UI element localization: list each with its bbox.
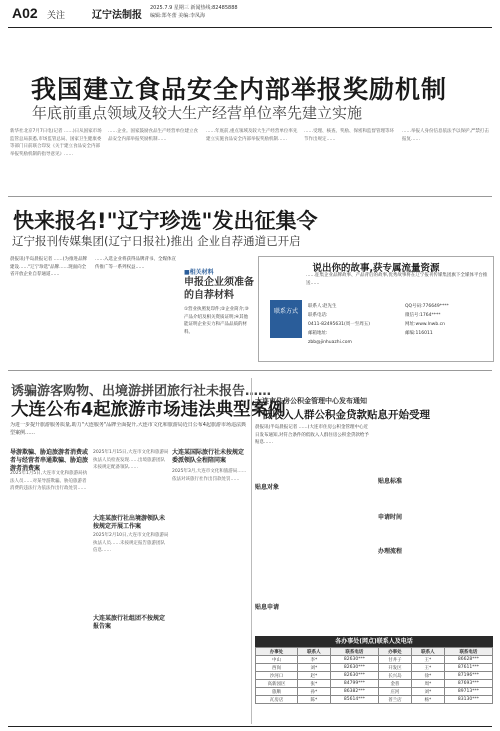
lead-headline: 我国建立食品安全内部举报奖励机制	[31, 75, 448, 104]
feature-headline: 快来报名!"辽宁珍选"发出征集令	[13, 209, 318, 233]
contact-phone[interactable]: 0411-82495631(周一至周五)	[308, 322, 370, 327]
contact-left	[308, 302, 398, 347]
contact-web[interactable]: 网址:www.lnwb.cn	[405, 322, 445, 327]
table-cell: 周*	[411, 680, 444, 688]
contact-qq: QQ号码:776649****	[405, 304, 449, 309]
page-header	[0, 0, 500, 28]
loan-sub-2: 贴息申请	[255, 604, 280, 611]
header-editor-line: 编辑:郑冬蕾 美编:李凤海	[150, 13, 205, 19]
case4-body: 2025年3月,大连市文化和旅游局……依法对该旅行社作出罚款处罚……	[172, 469, 247, 482]
page-number: A02	[12, 5, 38, 21]
case3-body-a: 2025年2月10日,大连市文化和旅游局执法人员……未按规定报告旅游团队信息……	[93, 533, 169, 553]
table-cell: 李*	[297, 656, 330, 664]
table-cell: 金普	[378, 680, 411, 688]
section-divider	[8, 196, 492, 197]
contact-right	[405, 302, 491, 338]
contact-badge: 联系方式	[270, 300, 302, 338]
table-cell: 西岗	[256, 664, 298, 672]
table-row	[256, 680, 493, 688]
loan-kicker: 大连市住房公积金管理中心发布通知	[255, 397, 367, 405]
tourism-headline: 大连公布4起旅游市场违法典型案例	[11, 400, 286, 420]
table-cell: 82630***	[330, 656, 378, 664]
table-row	[256, 664, 493, 672]
table-cell: 中山	[256, 656, 298, 664]
story-box-title: 说出你的故事,获专属流量资源	[312, 263, 440, 274]
case3-title: 大连某旅行社组团不按规定报告案	[93, 615, 166, 630]
sidebox-body: ①营业执照复印件;②企业简介;③产品介绍及相关资质证明;④其他能证明企业实力和产品品质的材料。	[184, 307, 249, 335]
table-cell: 高新园区	[256, 680, 298, 688]
table-cell: 杨*	[411, 696, 444, 704]
lead-column-4: ……受理、核查、奖励、保密和监督管理等环节作出规定……	[304, 129, 394, 142]
table-row	[256, 656, 493, 664]
table-cell: 庄河	[378, 688, 411, 696]
table-cell: 沙河口	[256, 672, 298, 680]
table-cell: 82630***	[330, 664, 378, 672]
contact-postcode: 邮编:116011	[405, 331, 433, 336]
table-cell: 85614***	[330, 696, 378, 704]
table-cell: 瓦房店	[256, 696, 298, 704]
contacts-table-header	[256, 648, 493, 656]
header-meta	[150, 4, 238, 20]
feature-body-right: ……入选企业将获得品牌背书、全媒体宣传推广等一系列权益……	[95, 257, 176, 270]
table-cell: 赵*	[297, 672, 330, 680]
table-cell: 86628***	[444, 656, 492, 664]
lead-subheadline: 年底前重点领域及较大生产经营单位率先建立实施	[32, 104, 363, 122]
contacts-table	[255, 647, 493, 704]
col-header: 联系电话	[444, 648, 492, 656]
header-rule	[8, 27, 492, 29]
table-cell: 张*	[297, 680, 330, 688]
tourism-intro: 为进一步提升旅游服务质量,助力"大连服务"品牌全面提升,大连市文化和旅游局近日公布4起旅游市场违法典型案例……	[10, 422, 246, 436]
col-header: 办事处	[256, 648, 298, 656]
contact-email-label: 邮箱地址:	[308, 331, 328, 336]
lead-column-2: ……企业。国家鼓励食品生产经营单位建立食品安全内部举报奖励机制……	[108, 129, 198, 142]
newspaper-logo: 辽宁法制报	[92, 10, 142, 21]
table-row	[256, 672, 493, 680]
table-cell: 84799***	[330, 680, 378, 688]
lead-column-3: ……年底前,重点领域及较大生产经营单位率先建立实施食品安全内部举报奖励机制……	[206, 129, 298, 142]
column-rule	[251, 378, 252, 724]
loan-body-right	[378, 424, 492, 472]
lead-column-1: 新华社北京7月7日电(记者 ……)日从国家市场监管总局获悉,市场监管总局、国家卫生健康委等部门日前联合印发《关于建立食品安全内部举报奖励机制的指导意见》……	[10, 129, 102, 157]
loan-sub-3: 贴息标准	[378, 478, 403, 485]
table-cell: 长兴岛	[378, 672, 411, 680]
table-cell: 陈*	[297, 696, 330, 704]
story-box-body: ……征集企业品牌故事、产品背后的故事,优秀故事将在辽宁报刊传媒集团旗下全媒体平台推送……	[306, 273, 488, 286]
table-cell: 87196***	[444, 672, 492, 680]
contact-email[interactable]: zbb@jinhuazhi.com	[308, 340, 352, 345]
table-cell: 王*	[411, 656, 444, 664]
contacts-table-title: 各办事处(网点)联系人及电话	[255, 636, 493, 647]
table-cell: 87693***	[444, 680, 492, 688]
footer-rule	[8, 726, 492, 727]
loan-sub-1: 贴息对象	[255, 484, 280, 491]
contact-name: 联系人:赵先生	[308, 304, 337, 309]
section-divider-2	[8, 370, 492, 371]
table-cell: 86382***	[330, 688, 378, 696]
loan-sub-5: 办理流程	[378, 548, 403, 555]
case1-body: 2025年1月5日,大连市文化和旅游局执法人员……对某导游欺骗、胁迫旅游者消费的违法行为依法作出行政处罚……	[10, 471, 88, 491]
case2-body: 2025年1月15日,大连市文化和旅游局执法人员检查发现……出境旅游团队未按规定配备领队……	[93, 450, 169, 470]
case4-title: 大连某国际旅行社未按规定委派领队全程陪同案	[172, 449, 245, 464]
sidebox-title	[184, 276, 254, 302]
table-cell: 孙*	[297, 688, 330, 696]
case1-title: 导游欺骗、胁迫旅游者消费或者与经营者串通欺骗、胁迫旅游者消费案	[10, 449, 89, 472]
lead-column-5: ……举报人身份信息依法予以保护,严禁打击报复……	[402, 129, 489, 142]
loan-sub-4: 申请时间	[378, 514, 403, 521]
table-cell: 旅顺	[256, 688, 298, 696]
table-cell: 82630***	[330, 672, 378, 680]
loan-body: 晨报讯(半岛晨报记者 ……)大连市住房公积金管理中心近日发布通知,对符合条件的低收入人群住房公积金贷款给予贴息……	[255, 425, 369, 445]
table-cell: 王*	[411, 664, 444, 672]
table-row	[256, 688, 493, 696]
table-cell: 89713***	[444, 688, 492, 696]
case2-title: 大连某旅行社出境游领队未按规定开展工作案	[93, 515, 166, 530]
table-cell: 徐*	[411, 672, 444, 680]
loan-headline: 低收入人群公积金贷款贴息开始受理	[262, 409, 430, 421]
col-header: 联系人	[297, 648, 330, 656]
section-name: 关注	[47, 11, 66, 21]
table-cell: 开发区	[378, 664, 411, 672]
sidebox-label: ■相关材料	[184, 269, 214, 276]
table-cell: 普兰店	[378, 696, 411, 704]
contact-phone-label: 联系电话:	[308, 313, 328, 318]
table-cell: 刘*	[411, 688, 444, 696]
table-row	[256, 696, 493, 704]
contact-wechat: 微信号:1764****	[405, 313, 441, 318]
table-cell: 刘*	[297, 664, 330, 672]
header-date-line: 2025.7.9 星期三 新闻热线:82485888	[150, 5, 238, 11]
sidebox-title-text: 申报企业须准备 的自荐材料	[184, 277, 254, 301]
col-header: 联系人	[411, 648, 444, 656]
feature-subheadline: 辽宁报刊传媒集团(辽宁日报社)推出 企业自荐通道已开启	[12, 234, 301, 248]
table-cell: 87611***	[444, 664, 492, 672]
col-header: 办事处	[378, 648, 411, 656]
table-cell: 甘井子	[378, 656, 411, 664]
col-header: 联系电话	[330, 648, 378, 656]
table-cell: 83130***	[444, 696, 492, 704]
tourism-kicker: 诱骗游客购物、出境游拼团旅行社未报告……	[11, 384, 272, 399]
feature-body-left: 晨报讯(半岛晨报记者 ……)为推进品牌建设……"辽宁珍选"品牌……现面向全省开放企业自荐通道……	[10, 257, 87, 277]
